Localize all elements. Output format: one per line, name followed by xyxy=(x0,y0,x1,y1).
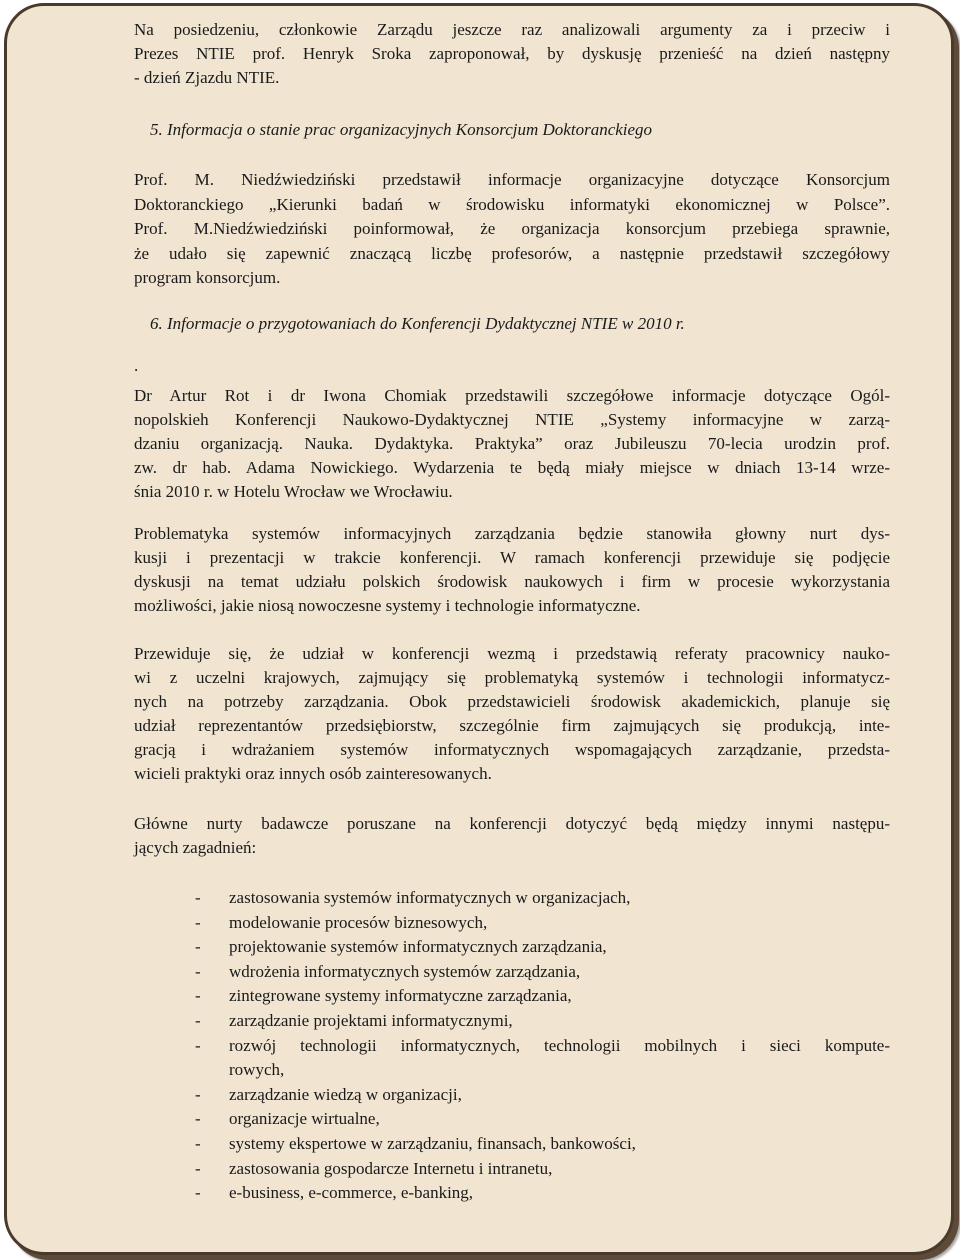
paragraph-line: wicieli praktyki oraz innych osób zainteresowanych. xyxy=(134,764,492,783)
paragraph-line: Problematyka systemów informacyjnych zarządzania będzie stanowiła głowny nurt dys- xyxy=(134,524,890,543)
topic-line: rowych, xyxy=(229,1060,285,1080)
topic-list-item-text xyxy=(229,1083,890,1108)
topic-list-item xyxy=(195,984,890,1009)
topic-list-item xyxy=(195,1132,890,1157)
topic-list-item-text xyxy=(229,1009,890,1034)
topic-list-item-text xyxy=(229,1034,890,1083)
topic-line: rozwój technologii informatycznych, technologii mobilnych i sieci kompute- xyxy=(229,1035,890,1055)
topic-list-item xyxy=(195,1009,890,1034)
topic-list-item-text xyxy=(229,1107,890,1132)
stray-dot: . xyxy=(134,356,139,375)
paragraph-line: Prof. M.Niedźwiedziński poinformował, że organizacja konsorcjum przebiega sprawnie, xyxy=(134,219,890,238)
paragraph-line: wi z uczelni krajowych, zajmujący się problematyką systemów i technologii informatycz- xyxy=(134,668,890,687)
topic-list-item xyxy=(195,1107,890,1132)
paragraph-line: Doktoranckiego „Kierunki badań w środowisku informatyki ekonomicznej w Polsce”. xyxy=(134,194,890,214)
topic-list-item-text xyxy=(229,1132,890,1157)
topic-line: modelowanie procesów biznesowych, xyxy=(229,912,488,932)
paragraph-line: gracją i wdrażaniem systemów informatycznych wspomagających zarządzanie, przedsta- xyxy=(134,740,890,759)
section-6-paragraph-2 xyxy=(134,522,890,618)
dash-marker: - xyxy=(195,1010,201,1030)
topic-list-item-text xyxy=(229,886,890,911)
intro-paragraph xyxy=(134,18,890,90)
paragraph-line: śnia 2010 r. w Hotelu Wrocław we Wrocławiu. xyxy=(134,482,453,501)
paragraph-line: Przewiduje się, że udział w konferencji wezmą i przedstawią referaty pracownicy nauko- xyxy=(134,644,890,663)
paragraph-line: możliwości, jakie niosą nowoczesne systemy i technologie informatyczne. xyxy=(134,596,641,615)
topic-line: zastosowania systemów informatycznych w organizacjach, xyxy=(229,888,631,907)
topic-list-item xyxy=(195,960,890,985)
paragraph-line: Dr Artur Rot i dr Iwona Chomiak przedstawili szczegółowe informacje dotyczące Ogól- xyxy=(134,386,890,405)
topic-list-item-text xyxy=(229,960,890,985)
dash-marker: - xyxy=(195,937,201,957)
topic-line: systemy ekspertowe w zarządzaniu, finansach, bankowości, xyxy=(229,1133,636,1153)
dash-marker: - xyxy=(195,1084,201,1104)
topic-list-item xyxy=(195,1157,890,1182)
topic-list-item-text xyxy=(229,1157,890,1182)
paragraph-line: zw. dr hab. Adama Nowickiego. Wydarzenia te będą miały miejsce w dniach 13-14 wrze- xyxy=(134,458,890,477)
section-6-heading: 6. Informacje o przygotowaniach do Konferencji Dydaktycznej NTIE w 2010 r. xyxy=(150,314,685,333)
topic-line: projektowanie systemów informatycznych zarządzania, xyxy=(229,937,607,957)
topic-list-item-text xyxy=(229,911,890,936)
section-5-heading: 5. Informacja o stanie prac organizacyjnych Konsorcjum Doktoranckiego xyxy=(150,120,653,139)
paragraph-line: dzaniu organizacją. Nauka. Dydaktyka. Praktyka” oraz Jubileuszu 70-lecia urodzin prof. xyxy=(134,434,890,453)
intro-line: - dzień Zjazdu NTIE. xyxy=(134,68,280,87)
paragraph-line: nopolskieh Konferencji Naukowo-Dydaktycznej NTIE „Systemy informacyjne w zarzą- xyxy=(134,410,890,429)
dash-marker: - xyxy=(195,986,201,1006)
paragraph-line: Prof. M. Niedźwiedziński przedstawił informacje organizacyjne dotyczące Konsorcjum xyxy=(134,170,890,189)
dash-marker: - xyxy=(195,1183,201,1203)
dash-marker: - xyxy=(195,961,201,981)
intro-line: Na posiedzeniu, członkowie Zarządu jeszcze raz analizowali argumenty za i przeciw i xyxy=(134,20,890,39)
topic-line: zastosowania gospodarcze Internetu i intranetu, xyxy=(229,1158,553,1178)
topic-list-item xyxy=(195,1181,890,1206)
topic-line: zarządzanie wiedzą w organizacji, xyxy=(229,1084,462,1104)
topic-line: e-business, e-commerce, e-banking, xyxy=(229,1183,474,1203)
topic-line: wdrożenia informatycznych systemów zarządzania, xyxy=(229,961,581,981)
paragraph-line: nych na potrzeby zarządzania. Obok przedstawicieli środowisk akademickich, planuje się xyxy=(134,692,890,711)
paragraph-line: Główne nurty badawcze poruszane na konferencji dotyczyć będą między innymi następu- xyxy=(134,814,890,833)
topic-list xyxy=(195,886,890,1206)
section-6-paragraph-1 xyxy=(134,384,890,504)
topic-line: zintegrowane systemy informatyczne zarządzania, xyxy=(229,986,572,1006)
paragraph-line: jących zagadnień: xyxy=(134,838,257,857)
document-page xyxy=(4,3,954,1255)
intro-line: Prezes NTIE prof. Henryk Sroka zaproponował, by dyskusję przenieść na dzień następny xyxy=(134,44,890,63)
section-5-paragraph xyxy=(134,168,890,291)
dash-marker: - xyxy=(195,1109,201,1129)
section-6-paragraph-4 xyxy=(134,812,890,860)
topic-list-item-text xyxy=(229,1181,890,1206)
paragraph-line: program konsorcjum. xyxy=(134,268,281,287)
dash-marker: - xyxy=(195,912,201,932)
paragraph-line: udział reprezentantów przedsiębiorstw, szczególnie firm zajmujących się produkcją, inte- xyxy=(134,716,890,735)
paragraph-line: że udało się zapewnić znaczącą liczbę profesorów, a następnie przedstawił szczegółowy xyxy=(134,243,890,263)
topic-line: zarządzanie projektami informatycznymi, xyxy=(229,1010,513,1030)
dash-marker: - xyxy=(195,1035,201,1055)
topic-list-item-text xyxy=(229,935,890,960)
topic-list-item xyxy=(195,911,890,936)
section-6-paragraph-3 xyxy=(134,642,890,786)
paragraph-line: kusji i prezentacji w trakcie konferencji. W ramach konferencji przewiduje się podjęcie xyxy=(134,548,890,567)
topic-list-item xyxy=(195,1083,890,1108)
topic-list-item xyxy=(195,886,890,911)
topic-list-item xyxy=(195,1034,890,1083)
paragraph-line: dyskusji na temat udziału polskich środowisk naukowych i firm w procesie wykorzystania xyxy=(134,572,890,591)
dash-marker: - xyxy=(195,1158,201,1178)
topic-line: organizacje wirtualne, xyxy=(229,1109,380,1129)
topic-list-item-text xyxy=(229,984,890,1009)
dash-marker: - xyxy=(195,888,201,907)
topic-list-item xyxy=(195,935,890,960)
dash-marker: - xyxy=(195,1133,201,1153)
